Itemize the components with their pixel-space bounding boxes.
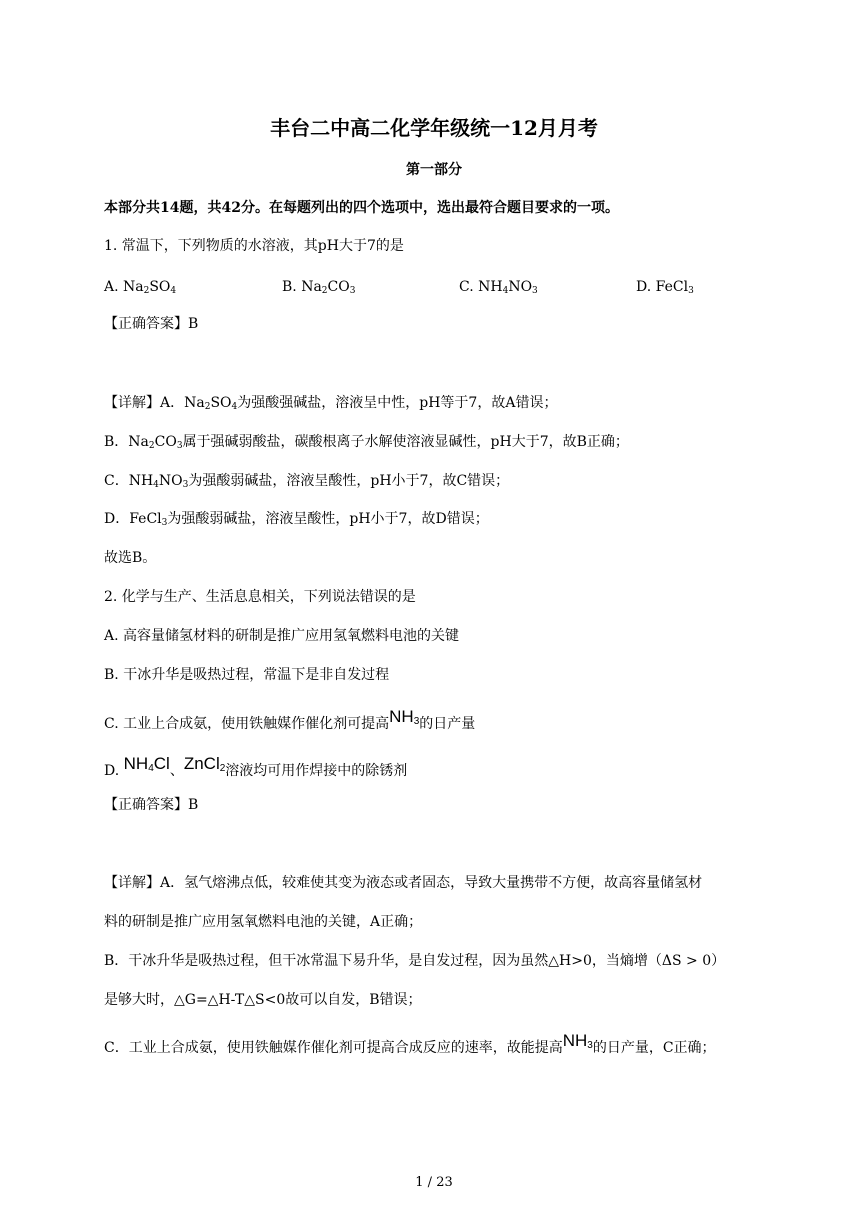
q2-explain-a-line1: 【详解】A．氢气熔沸点低，较难使其变为液态或者固态，导致大量携带不方便，故高容量储氢材 [104, 875, 703, 891]
q1-answer: 【正确答案】B [104, 316, 199, 332]
q2-explain-c: C．工业上合成氨，使用铁触媒作催化剂可提高合成反应的速率，故能提高$NH_3$的日产量，C正确； [104, 1031, 716, 1056]
document-title: 丰台二中高二化学年级统一12月月考 [270, 116, 598, 140]
q2-explain-b-line1: B．干冰升华是吸热过程，但干冰常温下易升华，是自发过程，因为虽然△H>0，当熵增（ΔS > 0） [104, 953, 726, 969]
q2-explain-b-line2: 是够大时，△G=△H-T△S<0故可以自发，B错误； [104, 992, 422, 1008]
nh3-formula: $NH_3$ [562, 1031, 593, 1051]
q2-option-a: A. 高容量储氢材料的研制是推广应用氢氧燃料电池的关键 [104, 628, 460, 644]
q2-option-c: C. 工业上合成氨，使用铁触媒作催化剂可提高$NH_3$的日产量 [104, 707, 476, 732]
q1-stem: 1. 常温下，下列物质的水溶液，其pH大于7的是 [104, 238, 404, 254]
page-number: 1 / 23 [415, 1175, 453, 1190]
q1-option-a: A. $Na_2SO_4$ [104, 279, 177, 296]
q2-stem: 2. 化学与生产、生活息息相关，下列说法错误的是 [104, 589, 416, 605]
nh4cl-formula: $NH_4Cl$ [123, 754, 170, 774]
q2-explain-a-line2: 料的研制是推广应用氢氧燃料电池的关键，A正确； [104, 914, 423, 930]
q1-option-b: B. $Na_2CO_3$ [282, 279, 356, 296]
q1-explain-d: D．FeCl$_3$为强酸弱碱盐，溶液呈酸性，pH小于7，故D错误； [104, 511, 489, 528]
q1-option-d: D. FeCl$_3$ [636, 279, 694, 296]
q1-explain-c: C．$NH_4NO_3$为强酸弱碱盐，溶液呈酸性，pH小于7，故C错误； [104, 473, 510, 490]
q1-explain-a: 【详解】A．$Na_2SO_4$为强酸强碱盐，溶液呈中性，pH等于7，故A错误； [104, 395, 558, 412]
nh3-formula: $NH_3$ [389, 707, 420, 727]
q1-explain-b: B．$Na_2CO_3$属于强碱弱酸盐，碳酸根离子水解使溶液显碱性，pH大于7，故B正确； [104, 434, 629, 451]
q2-option-b: B. 干冰升华是吸热过程，常温下是非自发过程 [104, 667, 390, 683]
instructions: 本部分共14题，共42分。在每题列出的四个选项中，选出最符合题目要求的一项。 [104, 200, 619, 216]
zncl2-formula: ZnCl$_2$ [183, 754, 226, 774]
q1-conclusion: 故选B。 [104, 550, 157, 566]
part-heading: 第一部分 [406, 162, 462, 178]
q2-option-d: D. $NH_4Cl$、ZnCl$_2$溶液均可用作焊接中的除锈剂 [104, 754, 408, 779]
q2-answer: 【正确答案】B [104, 797, 199, 813]
q1-option-c: C. $NH_4NO_3$ [459, 279, 538, 296]
